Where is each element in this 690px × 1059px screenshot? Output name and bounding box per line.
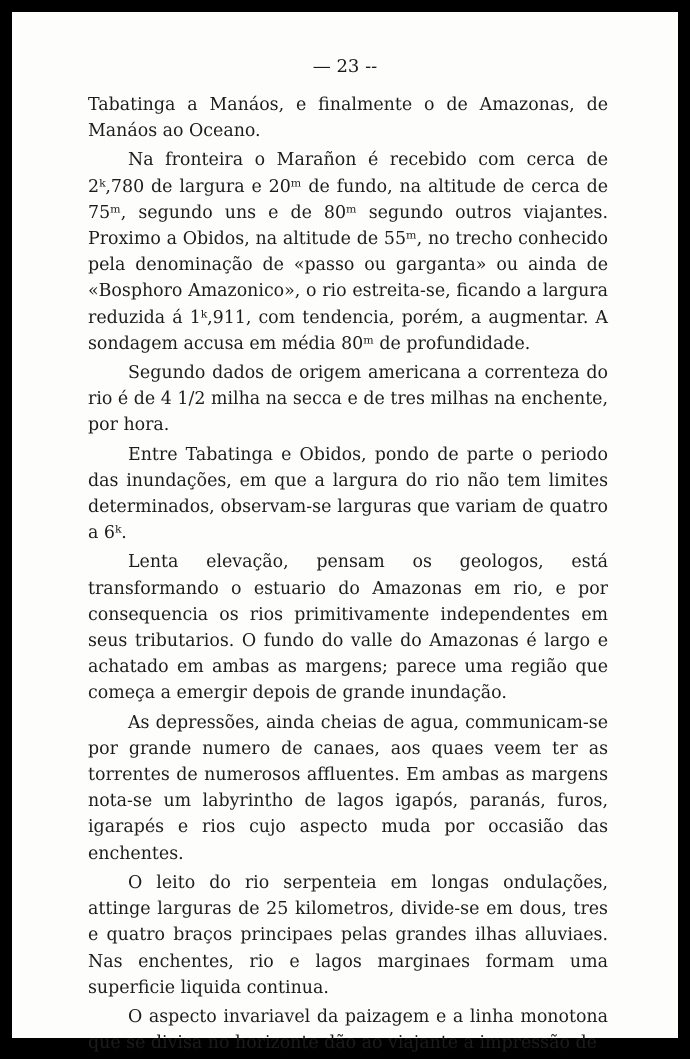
paragraph-6: As depressões, ainda cheias de agua, communicam-se por grande numero de canaes, aos quaes veem ter as torrentes de numerosos affluentes. Em ambas as margens nota-se um labyrintho de lagos igapós, paranás, furos, igarapés e rios cujo aspecto muda por occasião das enchentes.: [88, 712, 608, 864]
body-text: [88, 92, 608, 1059]
paragraph-3: Segundo dados de origem americana a correnteza do rio é de 4 1/2 milha na secca e de tres milhas na enchente, por hora.: [88, 363, 608, 436]
paragraph-1: Tabatinga a Manáos, e finalmente o de Amazonas, de Manáos ao Oceano.: [88, 95, 608, 142]
page-number: — 23 --: [312, 56, 378, 77]
paragraph-5: Lenta elevação, pensam os geologos, está transformando o estuario do Amazonas em rio, e por consequencia os rios primitivamente independentes em seus tributarios. O fundo do valle do Amazonas é largo e achatado em ambas as margens; parece uma região que começa a emergir depois de grande inundação.: [88, 552, 608, 704]
paragraph-2: Na fronteira o Marañon é recebido com cerca de 2ᵏ,780 de largura e 20ᵐ de fundo, na altitude de cerca de 75ᵐ, segundo uns e de 80ᵐ segundo outros viajantes. Proximo a Obidos, na altitude de 55ᵐ, no trecho conhecido pela denominação de «passo ou garganta» ou ainda de «Bosphoro Amazonico», o rio estreita-se, ficando a largura reduzida á 1ᵏ,911, com tendencia, porém, a augmentar. A sondagem accusa em média 80ᵐ de profundidade.: [88, 150, 608, 354]
paragraph-4: Entre Tabatinga e Obidos, pondo de parte o periodo das inundações, em que a largura do rio não tem limites determinados, observam-se larguras que variam de quatro a 6ᵏ.: [88, 444, 608, 544]
book-page: [12, 12, 678, 1054]
paragraph-7: O leito do rio serpenteia em longas ondulações, attinge larguras de 25 kilometros, divide-se em dous, tres e quatro braços principaes pelas grandes ilhas alluviaes. Nas enchentes, rio e lagos marginaes formam uma superficie liquida continua.: [88, 872, 608, 998]
paragraph-8: O aspecto invariavel da paizagem e a linha monotona que se divisa no horizonte dão ao viajante a impressão de: [88, 1006, 608, 1054]
